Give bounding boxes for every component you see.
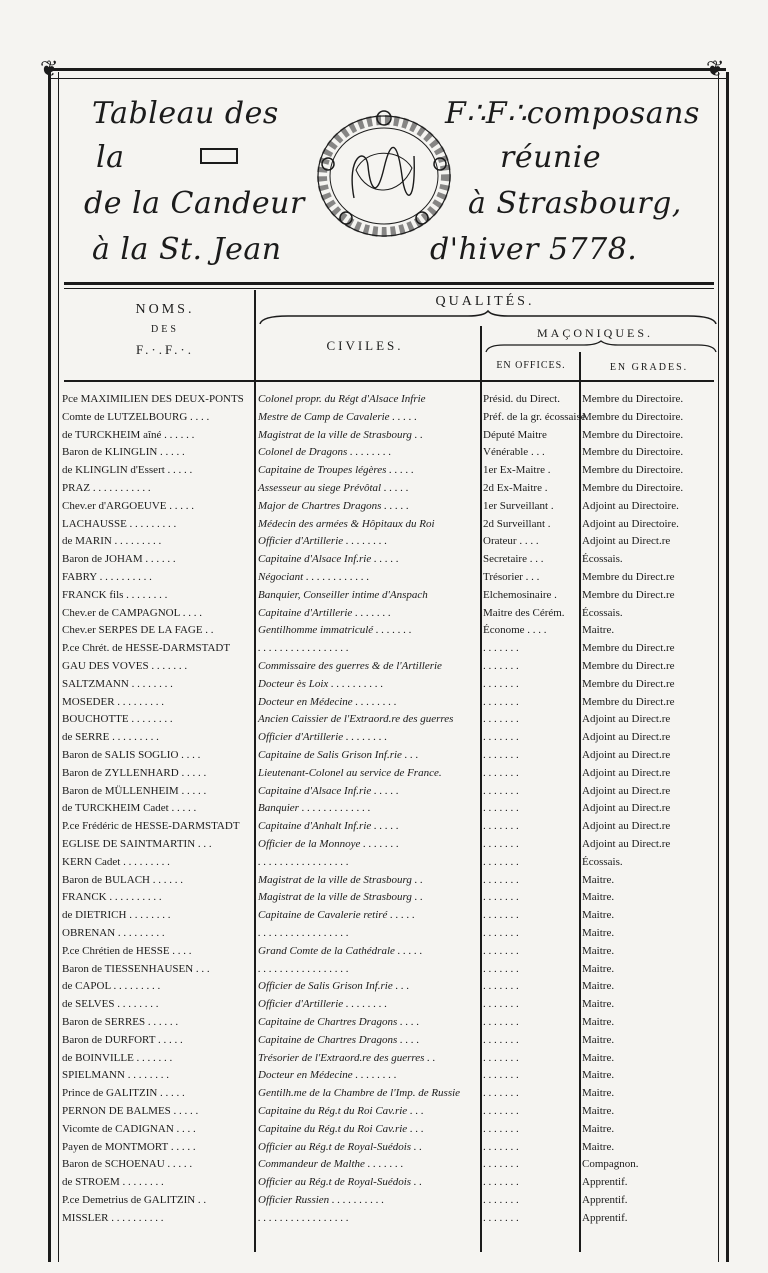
table-row [60,586,720,604]
table-row [60,782,720,800]
member-name-cell: MISSLER . . . . . . . . . . [62,1211,164,1224]
office-cell: . . . . . . . [483,1033,519,1046]
grade-cell: Maitre. [582,1105,615,1117]
office-cell: . . . . . . . [483,1211,519,1224]
office-cell: . . . . . . . [483,927,519,939]
civile-cell: Capitaine de Troupes légères . . . . . [258,464,414,477]
grade-cell: Maitre. [582,998,615,1011]
civile-cell: Grand Comte de la Cathédrale . . . . . [258,944,423,957]
grade-cell: Maitre. [582,980,615,993]
table-row [60,710,720,728]
member-name-cell: Baron de SCHOENAU . . . . . [62,1158,193,1171]
frame-left-border [48,72,59,1262]
title-line-1b: F∴F∴composans [445,96,700,131]
table-row [60,924,720,942]
member-name-cell: de TURCKHEIM Cadet . . . . . [62,802,197,815]
grade-cell: Adjoint au Direct.re [582,535,671,548]
table-row [60,1209,720,1227]
table-row [60,995,720,1013]
grade-cell: Membre du Directoire. [582,393,684,405]
office-cell: . . . . . . . [483,766,519,779]
office-cell: . . . . . . . [483,749,519,761]
table-row [60,1191,720,1209]
grade-cell: Membre du Directoire. [582,410,684,423]
office-cell: . . . . . . . [483,891,519,904]
member-name-cell: Baron de MÜLLENHEIM . . . . . [62,784,207,797]
civile-cell: Banquier . . . . . . . . . . . . . [258,802,371,815]
civile-cell: . . . . . . . . . . . . . . . . . [258,642,349,655]
table-row [60,746,720,764]
office-cell: . . . . . . . [483,1122,519,1135]
member-name-cell: de STROEM . . . . . . . . [62,1176,164,1189]
office-cell: . . . . . . . [483,802,519,815]
office-cell: . . . . . . . [483,855,519,868]
table-row [60,443,720,461]
table-row [60,888,720,906]
header-maconiques: MAÇONIQUES. [536,326,653,340]
office-cell: . . . . . . . [483,695,519,708]
civile-cell: Capitaine de Chartres Dragons . . . . [258,1033,420,1046]
grade-cell: Membre du Direct.re [582,660,675,672]
office-cell: . . . . . . . [483,784,519,797]
office-cell: . . . . . . . [483,713,519,726]
member-name-cell: de CAPOL . . . . . . . . . [62,980,161,993]
civile-cell: Magistrat de la ville de Strasbourg . . [258,891,423,904]
header-rule [64,380,714,382]
table-row [60,1066,720,1084]
civile-cell: Capitaine d'Alsace Inf.rie . . . . . [258,784,399,797]
grade-cell: Adjoint au Directoire. [582,499,679,512]
table-row [60,497,720,515]
header-en-offices: EN OFFICES. [496,360,566,371]
member-name-cell: P.ce Demetrius de GALITZIN . . [62,1194,207,1206]
civile-cell: . . . . . . . . . . . . . . . . . [258,962,349,975]
grade-cell: Adjoint au Direct.re [582,766,671,779]
civile-cell: Capitaine d'Artillerie . . . . . . . [258,606,391,619]
corner-ornament-icon: ❦ [706,56,725,81]
grade-cell: Écossais. [582,553,623,566]
member-name-cell: Prince de GALITZIN . . . . . [62,1087,185,1100]
grade-cell: Maitre. [582,891,615,904]
grade-cell: Adjoint au Directoire. [582,517,679,530]
grade-cell: Maitre. [582,1122,615,1135]
office-cell: Orateur . . . . [483,535,539,548]
civile-cell: Commissaire des guerres & de l'Artillerie [258,660,442,672]
title-line-1a: Tableau des [92,96,279,131]
office-cell: . . . . . . . [483,944,519,957]
civile-cell: . . . . . . . . . . . . . . . . . [258,855,349,868]
grade-cell: Apprentif. [582,1194,628,1206]
member-name-cell: PRAZ . . . . . . . . . . . [62,482,151,494]
title-line-2a: la [96,140,125,175]
table-row [60,1138,720,1156]
table-row [60,532,720,550]
member-name-cell: Baron de BULACH . . . . . . [62,873,183,886]
title-line-4a: à la St. Jean [92,232,282,267]
office-cell: Elchemosinaire . [483,588,557,601]
grade-cell: Membre du Directoire. [582,482,684,494]
grade-cell: Adjoint au Direct.re [582,749,671,761]
grade-cell: Écossais. [582,855,623,868]
grade-cell: Adjoint au Direct.re [582,731,671,744]
civile-cell: Docteur ès Loix . . . . . . . . . . [258,677,384,690]
civile-cell: Officier de Salis Grison Inf.rie . . . [258,980,410,993]
civile-cell: Capitaine d'Alsace Inf.rie . . . . . [258,553,399,566]
header-brace-maconiques [484,340,718,354]
header-noms: NOMS. [135,302,195,317]
civile-cell: Officier au Rég.t de Royal-Suédois . . [258,1140,423,1153]
table-row [60,942,720,960]
civile-cell: Officier d'Artillerie . . . . . . . . [258,731,388,744]
member-name-cell: FRANCK fils . . . . . . . . [62,588,168,601]
grade-cell: Maitre. [582,927,615,939]
office-cell: . . . . . . . [483,677,519,690]
table-row [60,426,720,444]
grade-cell: Membre du Directoire. [582,446,684,459]
member-name-cell: de SELVES . . . . . . . . [62,998,159,1011]
office-cell: Secretaire . . . [483,553,544,566]
member-name-cell: de SERRE . . . . . . . . . [62,731,159,744]
civile-cell: Docteur en Médecine . . . . . . . . [258,1069,397,1082]
table-row [60,515,720,533]
civile-cell: Magistrat de la ville de Strasbourg . . [258,873,423,886]
member-name-cell: Chev.er de CAMPAGNOL . . . . [62,606,202,619]
member-name-cell: FABRY . . . . . . . . . . [62,571,152,583]
office-cell: 2d Surveillant . [483,517,551,530]
table-row [60,1173,720,1191]
grade-cell: Maitre. [582,873,615,886]
grade-cell: Adjoint au Direct.re [582,838,671,850]
member-name-cell: Baron de DURFORT . . . . . [62,1033,183,1046]
grade-cell: Adjoint au Direct.re [582,802,671,815]
corner-ornament-icon: ❦ [40,56,59,81]
member-name-cell: P.ce Chrétien de HESSE . . . . [62,944,192,957]
title-rule-thin [64,288,714,289]
civile-cell: Officier Russien . . . . . . . . . . [258,1194,385,1206]
table-row [60,906,720,924]
civile-cell: Docteur en Médecine . . . . . . . . [258,695,397,708]
civile-cell: Capitaine de Cavalerie retiré . . . . . [258,909,415,922]
member-name-cell: Baron de ZYLLENHARD . . . . . [62,766,207,779]
office-cell: . . . . . . . [483,998,519,1011]
table-row [60,550,720,568]
office-cell: . . . . . . . [483,1194,519,1206]
member-name-cell: Comte de LUTZELBOURG . . . . [62,410,210,423]
office-cell: Vénérable . . . [483,446,545,459]
office-cell: . . . . . . . [483,1105,519,1117]
civile-cell: Capitaine du Rég.t du Roi Cav.rie . . . [258,1122,424,1135]
member-name-cell: Chev.er d'ARGOEUVE . . . . . [62,499,195,512]
office-cell: Député Maitre [483,428,547,441]
civile-cell: Assesseur au siege Prévôtal . . . . . [258,482,409,494]
table-row [60,621,720,639]
header-qualites: QUALITÉS. [435,294,535,309]
grade-cell: Membre du Direct.re [582,588,675,601]
office-cell: . . . . . . . [483,820,519,833]
grade-cell: Adjoint au Direct.re [582,713,671,726]
grade-cell: Adjoint au Direct.re [582,820,671,833]
grade-cell: Maitre. [582,909,615,922]
table-row [60,835,720,853]
grade-cell: Maitre. [582,1033,615,1046]
member-name-cell: GAU DES VOVES . . . . . . . [62,660,188,672]
header-ff: F.·.F.·. [135,342,195,357]
member-name-cell: LACHAUSSE . . . . . . . . . [62,517,177,530]
grade-cell: Membre du Direct.re [582,695,675,708]
table-row [60,693,720,711]
table-row [60,728,720,746]
member-name-cell: Baron de SALIS SOGLIO . . . . [62,749,201,761]
table-row [60,871,720,889]
table-row [60,1155,720,1173]
blank-lodge-name [200,148,238,164]
civile-cell: Major de Chartres Dragons . . . . . [258,499,409,512]
civile-cell: . . . . . . . . . . . . . . . . . [258,927,349,939]
civile-cell: Lieutenant-Colonel au service de France. [258,766,442,779]
office-cell: Économe . . . . [483,624,547,637]
office-cell: Préf. de la gr. écossaise. [483,410,589,423]
office-cell: . . . . . . . [483,642,519,655]
grade-cell: Écossais. [582,606,623,619]
table-row [60,1031,720,1049]
civile-cell: Gentilh.me de la Chambre de l'Imp. de Russie [258,1087,461,1100]
office-cell: . . . . . . . [483,1087,519,1100]
grade-cell: Maitre. [582,1140,615,1153]
monogram-wreath-icon [306,106,462,246]
member-name-cell: SALTZMANN . . . . . . . . [62,677,173,690]
civile-cell: Ancien Caissier de l'Extraord.re des guerres [258,713,454,726]
grade-cell: Maitre. [582,944,615,957]
table-row [60,657,720,675]
member-name-cell: de MARIN . . . . . . . . . [62,535,162,548]
member-name-cell: SPIELMANN . . . . . . . . [62,1069,169,1082]
grade-cell: Maitre. [582,962,615,975]
grade-cell: Maitre. [582,624,615,637]
civile-cell: Colonel propr. du Régt d'Alsace Infrie [258,393,426,405]
office-cell: . . . . . . . [483,1016,519,1028]
office-cell: . . . . . . . [483,660,519,672]
table-row [60,1120,720,1138]
civile-cell: Capitaine de Salis Grison Inf.rie . . . [258,749,419,761]
member-name-cell: de DIETRICH . . . . . . . . [62,909,171,922]
header-en-grades: EN GRADES. [609,362,689,373]
civile-cell: . . . . . . . . . . . . . . . . . [258,1211,349,1224]
grade-cell: Adjoint au Direct.re [582,784,671,797]
member-name-cell: Baron de JOHAM . . . . . . [62,553,176,566]
member-name-cell: Baron de KLINGLIN . . . . . [62,446,185,459]
civile-cell: Officier de la Monnoye . . . . . . . [258,838,399,850]
civile-cell: Colonel de Dragons . . . . . . . . [258,446,392,459]
office-cell: . . . . . . . [483,1140,519,1153]
member-name-cell: KERN Cadet . . . . . . . . . [62,855,170,868]
member-name-cell: PERNON DE BALMES . . . . . [62,1105,199,1117]
grade-cell: Membre du Directoire. [582,428,684,441]
civile-cell: Gentilhomme immatriculé . . . . . . . [258,624,412,637]
civile-cell: Médecin des armées & Hôpitaux du Roi [258,517,435,530]
office-cell: . . . . . . . [483,1051,519,1064]
table-row [60,408,720,426]
civile-cell: Capitaine d'Anhalt Inf.rie . . . . . [258,820,399,833]
office-cell: Maitre des Cérém. [483,606,565,619]
header-des: DES [151,324,179,335]
table-row [60,1102,720,1120]
civile-cell: Magistrat de la ville de Strasbourg . . [258,428,423,441]
member-name-cell: OBRENAN . . . . . . . . . [62,927,165,939]
member-name-cell: EGLISE DE SAINTMARTIN . . . [62,838,212,850]
office-cell: Trésorier . . . [483,571,540,583]
table-row [60,853,720,871]
member-name-cell: MOSEDER . . . . . . . . . [62,695,165,708]
table-row [60,568,720,586]
grade-cell: Maitre. [582,1051,615,1064]
civile-cell: Officier d'Artillerie . . . . . . . . [258,535,388,548]
grade-cell: Membre du Directoire. [582,464,684,477]
office-cell: Présid. du Direct. [483,393,560,405]
table-row [60,604,720,622]
table-row [60,639,720,657]
grade-cell: Membre du Direct.re [582,642,675,655]
member-name-cell: de TURCKHEIM aîné . . . . . . [62,428,195,441]
member-name-cell: Payen de MONTMORT . . . . . [62,1140,196,1153]
office-cell: . . . . . . . [483,1158,519,1171]
office-cell: . . . . . . . [483,873,519,886]
table-row [60,977,720,995]
grade-cell: Compagnon. [582,1158,639,1171]
table-row [60,817,720,835]
table-row [60,479,720,497]
civile-cell: Capitaine du Rég.t du Roi Cav.rie . . . [258,1105,424,1117]
office-cell: 1er Ex-Maitre . [483,464,551,477]
office-cell: 1er Surveillant . [483,499,554,512]
office-cell: . . . . . . . [483,1176,519,1189]
member-name-cell: P.ce Chrét. de HESSE-DARMSTADT [62,642,231,655]
grade-cell: Membre du Direct.re [582,677,675,690]
table-row [60,1084,720,1102]
member-name-cell: FRANCK . . . . . . . . . . [62,891,162,904]
table-row [60,461,720,479]
member-name-cell: Chev.er SERPES DE LA FAGE . . [62,624,214,637]
grade-cell: Maitre. [582,1087,615,1100]
office-cell: . . . . . . . [483,731,519,744]
civile-cell: Négociant . . . . . . . . . . . . [258,571,370,583]
table-row [60,764,720,782]
member-name-cell: Baron de TIESSENHAUSEN . . . [62,962,210,975]
header-civiles: CIVILES. [326,338,404,353]
header-brace-qualites [258,310,718,326]
member-name-cell: de BOINVILLE . . . . . . . [62,1051,173,1064]
grade-cell: Apprentif. [582,1211,628,1224]
table-row [60,675,720,693]
title-line-3a: de la Candeur [84,186,305,221]
office-cell: . . . . . . . [483,838,519,850]
grade-cell: Apprentif. [582,1176,628,1189]
grade-cell: Maitre. [582,1069,615,1082]
office-cell: . . . . . . . [483,909,519,922]
civile-cell: Banquier, Conseiller intime d'Anspach [258,588,428,601]
civile-cell: Mestre de Camp de Cavalerie . . . . . [258,410,418,423]
grade-cell: Membre du Direct.re [582,571,675,583]
member-name-cell: Pce MAXIMILIEN DES DEUX-PONTS [62,393,244,405]
title-line-3b: à Strasbourg, [468,186,682,221]
member-name-cell: P.ce Frédéric de HESSE-DARMSTADT [62,820,240,833]
grade-cell: Maitre. [582,1016,615,1028]
office-cell: . . . . . . . [483,1069,519,1082]
office-cell: 2d Ex-Maitre . [483,482,548,494]
civile-cell: Officier d'Artillerie . . . . . . . . [258,998,388,1011]
civile-cell: Officier au Rég.t de Royal-Suédois . . [258,1176,423,1189]
civile-cell: Trésorier de l'Extraord.re des guerres . . [258,1051,436,1064]
table-row [60,1013,720,1031]
table-row [60,390,720,408]
title-rule [64,282,714,285]
title-line-2b: réunie [500,140,602,175]
table-row [60,799,720,817]
office-cell: . . . . . . . [483,980,519,993]
member-name-cell: Vicomte de CADIGNAN . . . . [62,1122,196,1135]
civile-cell: Commandeur de Malthe . . . . . . . [258,1158,404,1171]
civile-cell: Capitaine de Chartres Dragons . . . . [258,1016,420,1028]
office-cell: . . . . . . . [483,962,519,975]
frame-top-border [48,68,726,79]
member-name-cell: BOUCHOTTE . . . . . . . . [62,713,173,726]
table-row [60,960,720,978]
member-name-cell: de KLINGLIN d'Essert . . . . . [62,464,193,477]
title-line-4b: d'hiver 5778. [430,232,638,267]
table-row [60,1049,720,1067]
member-name-cell: Baron de SERRES . . . . . . [62,1016,179,1028]
